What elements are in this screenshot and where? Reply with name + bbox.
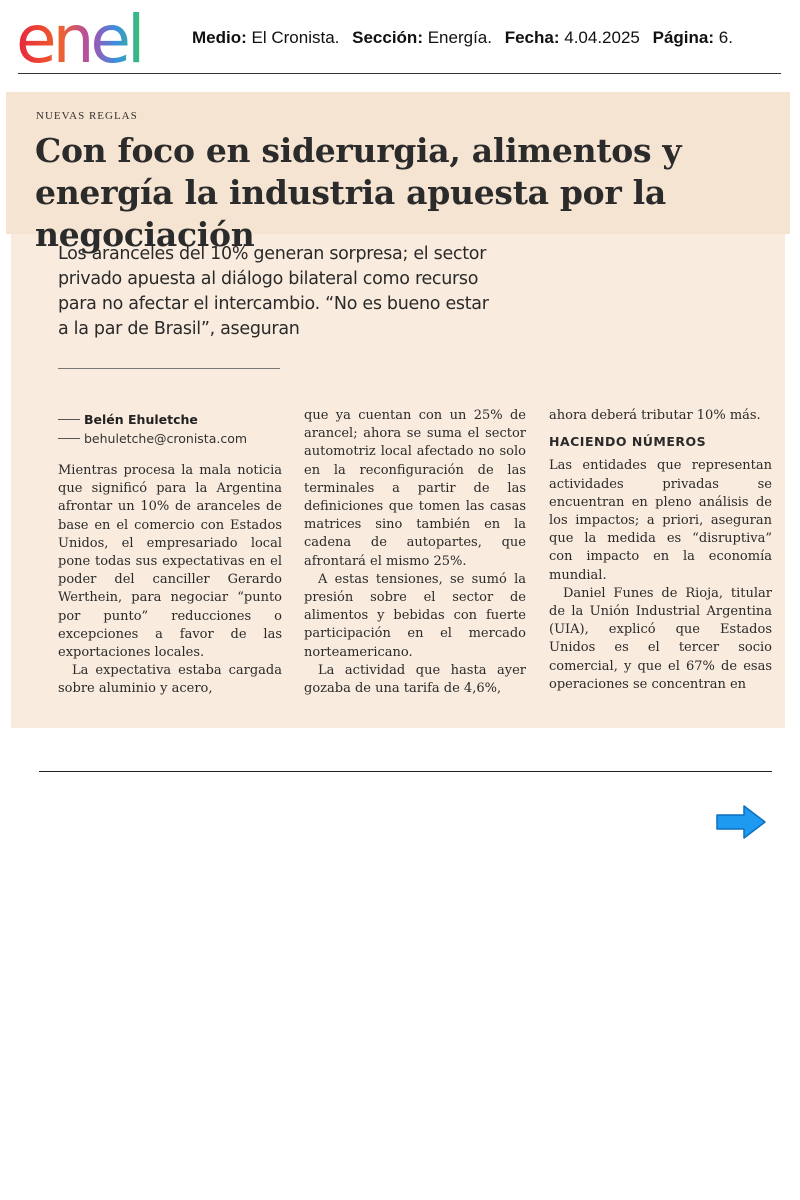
article-kicker: NUEVAS REGLAS (36, 110, 138, 122)
article-subhead: HACIENDO NÚMEROS (549, 434, 707, 450)
paragraph: Daniel Funes de Rioja, titular de la Unión Industrial Argentina (UIA), explicó que Estados Unidos es el tercer socio comercial, y que el 67% de esas operaciones se concentran en (549, 585, 772, 692)
right-arrow-icon (714, 803, 768, 841)
seccion-label: Sección: (352, 28, 423, 47)
paragraph: que ya cuentan con un 25% de arancel; ahora se suma el sector automotriz local afectado no solo en la reconfiguración de las terminales a partir de las definiciones que tomen las casas matrices sino también en la cadena de autopartes, que afrontará el mismo 25%. (304, 408, 526, 569)
author-name: Belén Ehuletche (84, 412, 198, 427)
article-column-3 (549, 407, 772, 694)
next-page-button[interactable] (714, 803, 768, 841)
medio-label: Medio: (192, 28, 247, 47)
svg-text:enel: enel (16, 8, 142, 70)
byline (58, 410, 247, 448)
seccion-value: Energía. (427, 28, 492, 47)
paragraph: ahora deberá tributar 10% más. (549, 408, 761, 423)
article-dek: Los aranceles del 10% generan sorpresa; el sector privado apuesta al diálogo bilateral como recurso para no afectar el intercambio. “No es bueno estar a la par de Brasil”, aseguran (58, 244, 489, 339)
pagina-value: 6. (718, 28, 733, 47)
paragraph: Las entidades que representan actividades privadas se encuentran en pleno análisis de los impactos; a priori, aseguran que la medida es “disruptiva” con impacto en la economía mundial. (549, 458, 772, 583)
paragraph: La expectativa estaba cargada sobre aluminio y acero, (58, 663, 282, 697)
paragraph: Mientras procesa la mala noticia que significó para la Argentina afrontar un 10% de aranceles de base en el comercio con Estados Unidos, el empresariado local pone todas sus expectativas en el poder del canciller Gerardo Werthein, para negociar “punto por punto” reducciones o excepciones a favor de las exportaciones locales. (58, 463, 282, 661)
medio-value: El Cronista. (251, 28, 340, 47)
article-column-1 (58, 462, 282, 699)
enel-logo (16, 8, 172, 70)
footer-divider (39, 771, 772, 772)
paragraph: La actividad que hasta ayer gozaba de una tarifa de 4,6%, (304, 662, 526, 697)
paragraph: A estas tensiones, se sumó la presión sobre el sector de alimentos y bebidas con fuerte participación en el mercado norteamericano. (304, 571, 526, 660)
press-metadata (192, 28, 733, 48)
author-email: behuletche@cronista.com (84, 431, 248, 446)
enel-logo-graphic (16, 8, 172, 70)
header-divider (18, 73, 781, 74)
article-column-2 (304, 407, 526, 698)
fecha-label: Fecha: (504, 28, 560, 47)
dek-divider (58, 368, 280, 369)
article-headline: Con foco en siderurgia, alimentos y energía la industria apuesta por la negociación (35, 131, 682, 254)
fecha-value: 4.04.2025 (564, 28, 640, 47)
pagina-label: Página: (652, 28, 715, 47)
